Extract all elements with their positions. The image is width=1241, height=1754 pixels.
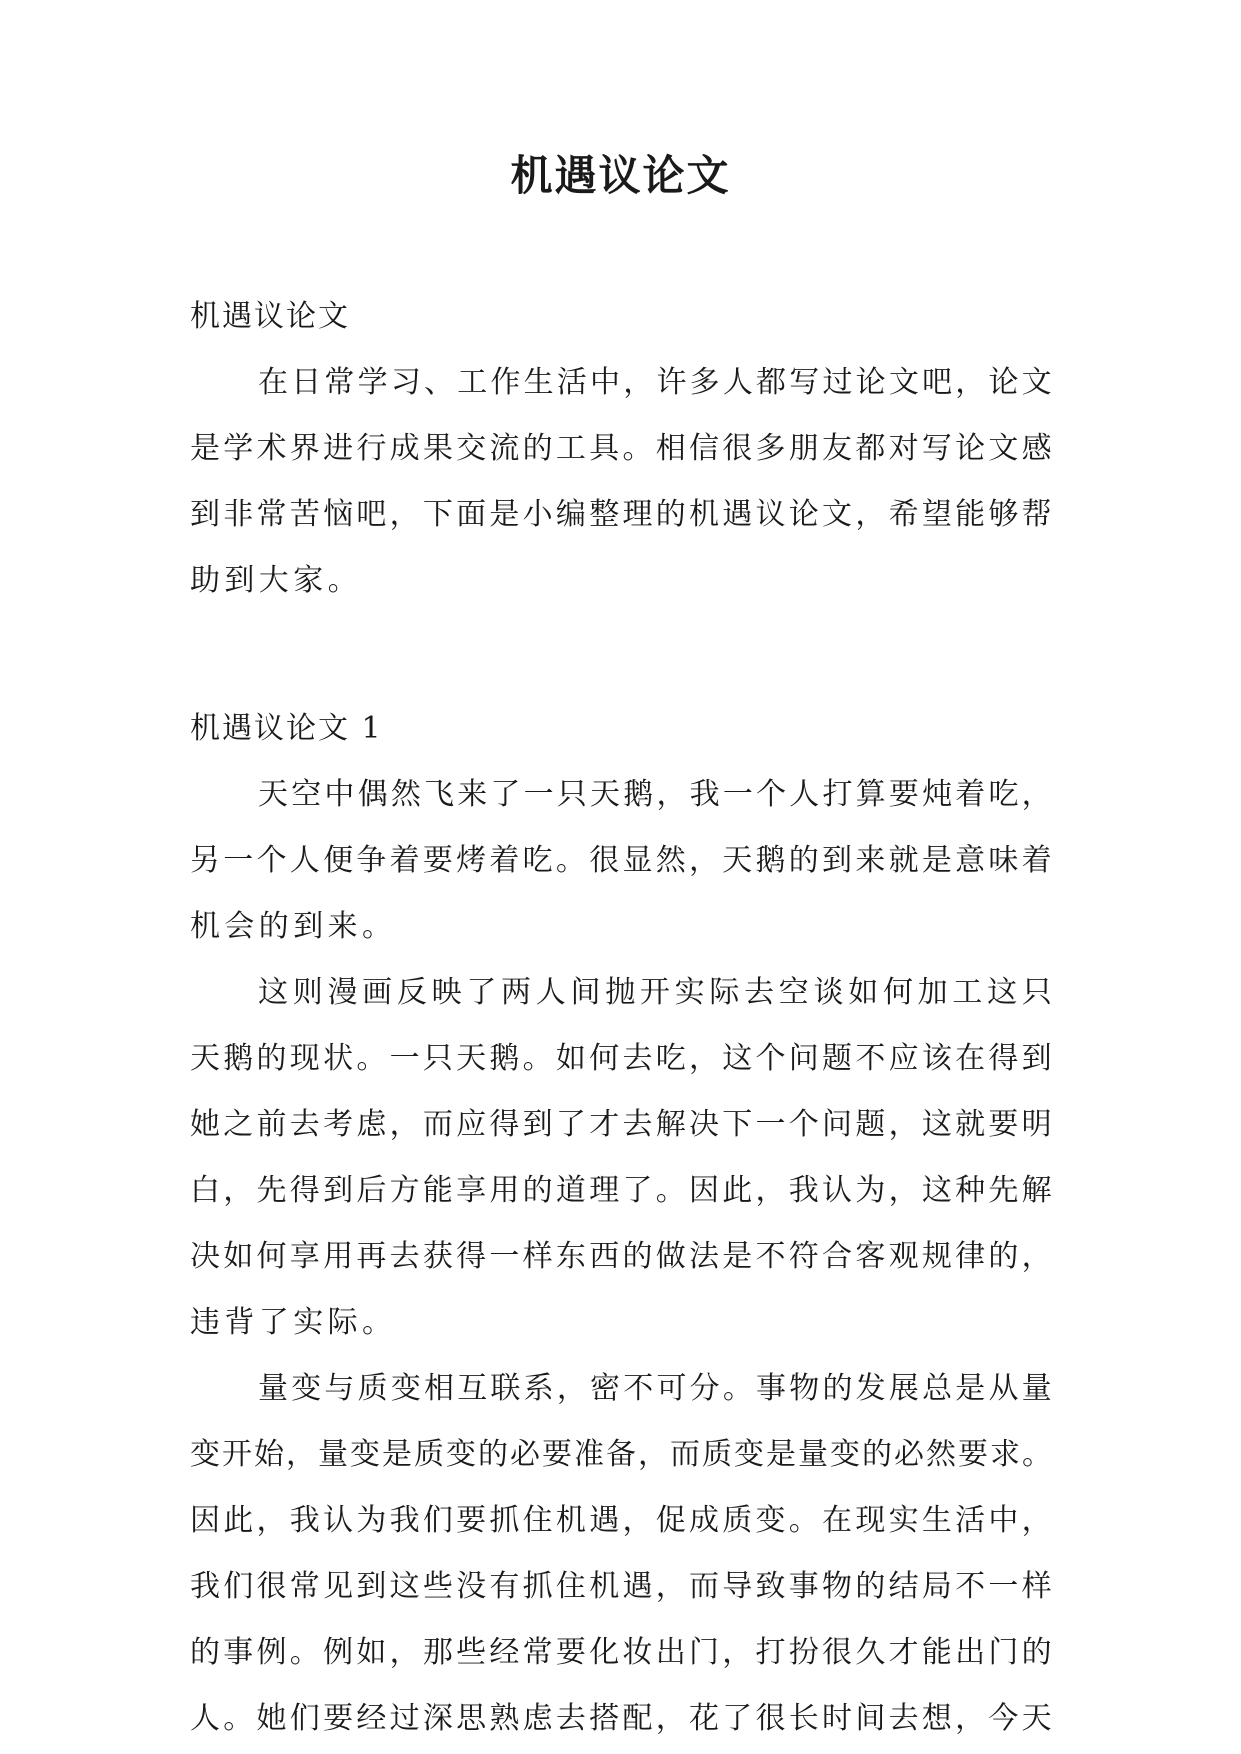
paragraph-line: 另 一 个 人 便 争 着 要 烤 着 吃 。 很 显 然 ， 天 鹅 的 到 来 就 是 意 味 着 — [190, 843, 1052, 878]
paragraph-line: 在 日 常 学 习 、 工 作 生 活 中 ， 许 多 人 都 写 过 论 文 吧 ， 论 文 — [258, 365, 1052, 400]
document-body — [190, 284, 1052, 1752]
paragraph-2 — [190, 960, 1052, 1356]
section-heading-1: 机遇议论文 1 — [190, 711, 383, 746]
paragraph-line: 天 鹅 的 现 状 。 一 只 天 鹅 。 如 何 去 吃 ， 这 个 问 题 不 应 该 在 得 到 — [190, 1041, 1052, 1076]
paragraph-line: 决 如 何 享 用 再 去 获 得 一 样 东 西 的 做 法 是 不 符 合 客 观 规 律 的 ， — [190, 1239, 1052, 1274]
paragraph-line: 到 非 常 苦 恼 吧 ， 下 面 是 小 编 整 理 的 机 遇 议 论 文 ， 希 望 能 够 帮 — [190, 497, 1052, 532]
paragraph-line: 违背了实际。 — [190, 1305, 397, 1340]
intro-heading: 机遇议论文 — [190, 299, 350, 334]
paragraph-line: 的 事 例 。 例 如 ， 那 些 经 常 要 化 妆 出 门 ， 打 扮 很 久 才 能 出 门 的 — [190, 1635, 1052, 1670]
paragraph-line: 这 则 漫 画 反 映 了 两 人 间 抛 开 实 际 去 空 谈 如 何 加 工 这 只 — [258, 975, 1052, 1010]
paragraph-line: 因 此 ， 我 认 为 我 们 要 抓 住 机 遇 ， 促 成 质 变 。 在 现 实 生 活 中 ， — [190, 1503, 1052, 1538]
document-title: 机遇议论文 — [510, 151, 731, 200]
paragraph-line: 人 。 她 们 要 经 过 深 思 熟 虑 去 搭 配 ， 花 了 很 长 时 间 去 想 ， 今 天 — [190, 1701, 1052, 1736]
paragraph-line: 助到大家。 — [190, 563, 362, 598]
paragraph-line: 白 ， 先 得 到 后 方 能 享 用 的 道 理 了 。 因 此 ， 我 认 为 ， 这 种 先 解 — [190, 1173, 1052, 1208]
paragraph-line: 变 开 始 ， 量 变 是 质 变 的 必 要 准 备 ， 而 质 变 是 量 变 的 必 然 要 求 。 — [190, 1437, 1052, 1472]
section-gap — [190, 614, 1052, 696]
paragraph-line: 我 们 很 常 见 到 这 些 没 有 抓 住 机 遇 ， 而 导 致 事 物 的 结 局 不 一 样 — [190, 1569, 1052, 1604]
paragraph-line: 她 之 前 去 考 虑 ， 而 应 得 到 了 才 去 解 决 下 一 个 问 题 ， 这 就 要 明 — [190, 1107, 1052, 1142]
intro-paragraph — [190, 350, 1052, 614]
paragraph-line: 量 变 与 质 变 相 互 联 系 ， 密 不 可 分 。 事 物 的 发 展 总 是 从 量 — [258, 1371, 1052, 1406]
paragraph-1 — [190, 762, 1052, 960]
paragraph-3 — [190, 1356, 1052, 1752]
paragraph-line: 是 学 术 界 进 行 成 果 交 流 的 工 具 。 相 信 很 多 朋 友 都 对 写 论 文 感 — [190, 431, 1052, 466]
paragraph-line: 机会的到来。 — [190, 909, 397, 944]
paragraph-line: 天 空 中 偶 然 飞 来 了 一 只 天 鹅 ， 我 一 个 人 打 算 要 炖 着 吃 ， — [258, 777, 1052, 812]
